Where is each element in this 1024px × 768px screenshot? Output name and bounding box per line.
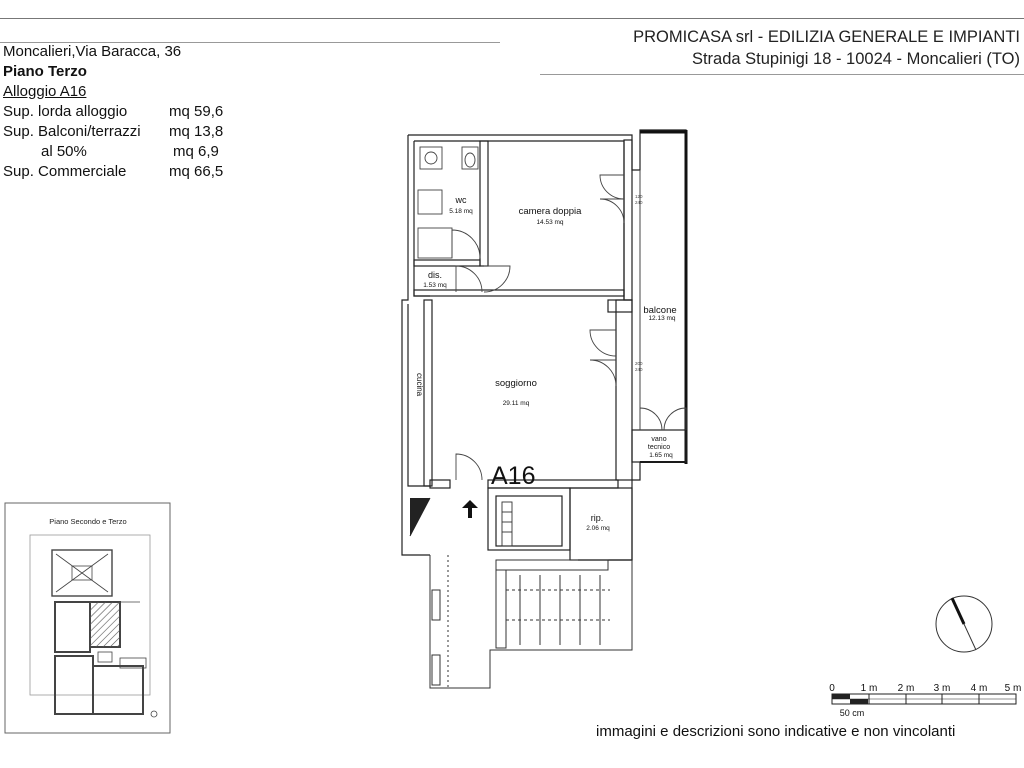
- disclaimer: immagini e descrizioni sono indicative e non vincolanti: [596, 723, 956, 740]
- svg-text:120: 120: [635, 194, 643, 199]
- room-vano-area: 1.65 mq: [649, 452, 673, 459]
- room-soggiorno-area: 29.11 mq: [502, 400, 530, 407]
- room-camera-area: 14.53 mq: [536, 219, 564, 226]
- unit-tag: A16: [491, 462, 536, 490]
- info-row-value: mq 6,9: [173, 143, 219, 160]
- room-dis-name: dis.: [427, 270, 443, 280]
- room-balcone-name: balcone: [643, 305, 677, 316]
- room-wc-area: 5.18 mq: [449, 208, 473, 215]
- entrance-arrow-icon: [462, 500, 478, 518]
- room-soggiorno-name: soggiorno: [495, 378, 537, 389]
- door-swings: [452, 175, 686, 480]
- wc-fixtures: [418, 147, 478, 258]
- room-rip-name: rip.: [590, 513, 604, 523]
- scale-tick-2: 2 m: [897, 683, 915, 694]
- room-camera-name: camera doppia: [518, 206, 582, 217]
- room-rip-area: 2.06 mq: [586, 525, 610, 532]
- company-address: Strada Stupinigi 18 - 10024 - Moncalieri (TO): [691, 50, 1020, 68]
- scale-bar: [829, 683, 1021, 718]
- info-row-label: Sup. lorda alloggio: [3, 103, 128, 120]
- room-wc-name: wc: [455, 195, 467, 205]
- floor-label: Piano Terzo: [3, 63, 87, 80]
- scale-sub-label: 50 cm: [839, 708, 865, 718]
- info-row-value: mq 13,8: [169, 123, 224, 140]
- scale-tick-5: 5 m: [1004, 683, 1022, 694]
- key-plan: [5, 503, 170, 733]
- info-row-label: Sup. Balconi/terrazzi: [3, 123, 141, 140]
- room-cucina-name: cucina: [415, 373, 424, 397]
- room-vano-name1: vano: [651, 436, 667, 443]
- key-plan-title: Piano Secondo e Terzo: [49, 517, 127, 526]
- svg-text:240: 240: [635, 200, 643, 205]
- room-vano-name2: tecnico: [647, 444, 671, 451]
- scale-tick-0: 0: [829, 683, 835, 694]
- info-row-label: al 50%: [41, 143, 87, 160]
- info-row-value: mq 59,6: [169, 103, 224, 120]
- scale-tick-3: 3 m: [933, 683, 951, 694]
- address: Moncalieri,Via Baracca, 36: [3, 43, 182, 60]
- svg-text:200: 200: [635, 361, 643, 366]
- company-name: PROMICASA srl - EDILIZIA GENERALE E IMPIANTI: [633, 28, 1020, 46]
- scale-tick-1: 1 m: [860, 683, 878, 694]
- stairwell: [430, 555, 632, 688]
- room-dis-area: 1.53 mq: [423, 282, 447, 289]
- elevator: [502, 502, 512, 546]
- svg-text:240: 240: [635, 367, 643, 372]
- unit-label: Alloggio A16: [3, 83, 87, 100]
- north-compass: [936, 596, 992, 652]
- info-row-value: mq 66,5: [169, 163, 224, 180]
- info-row-label: Sup. Commerciale: [3, 163, 127, 180]
- scale-tick-4: 4 m: [970, 683, 988, 694]
- room-balcone-area: 12.13 mq: [648, 315, 676, 322]
